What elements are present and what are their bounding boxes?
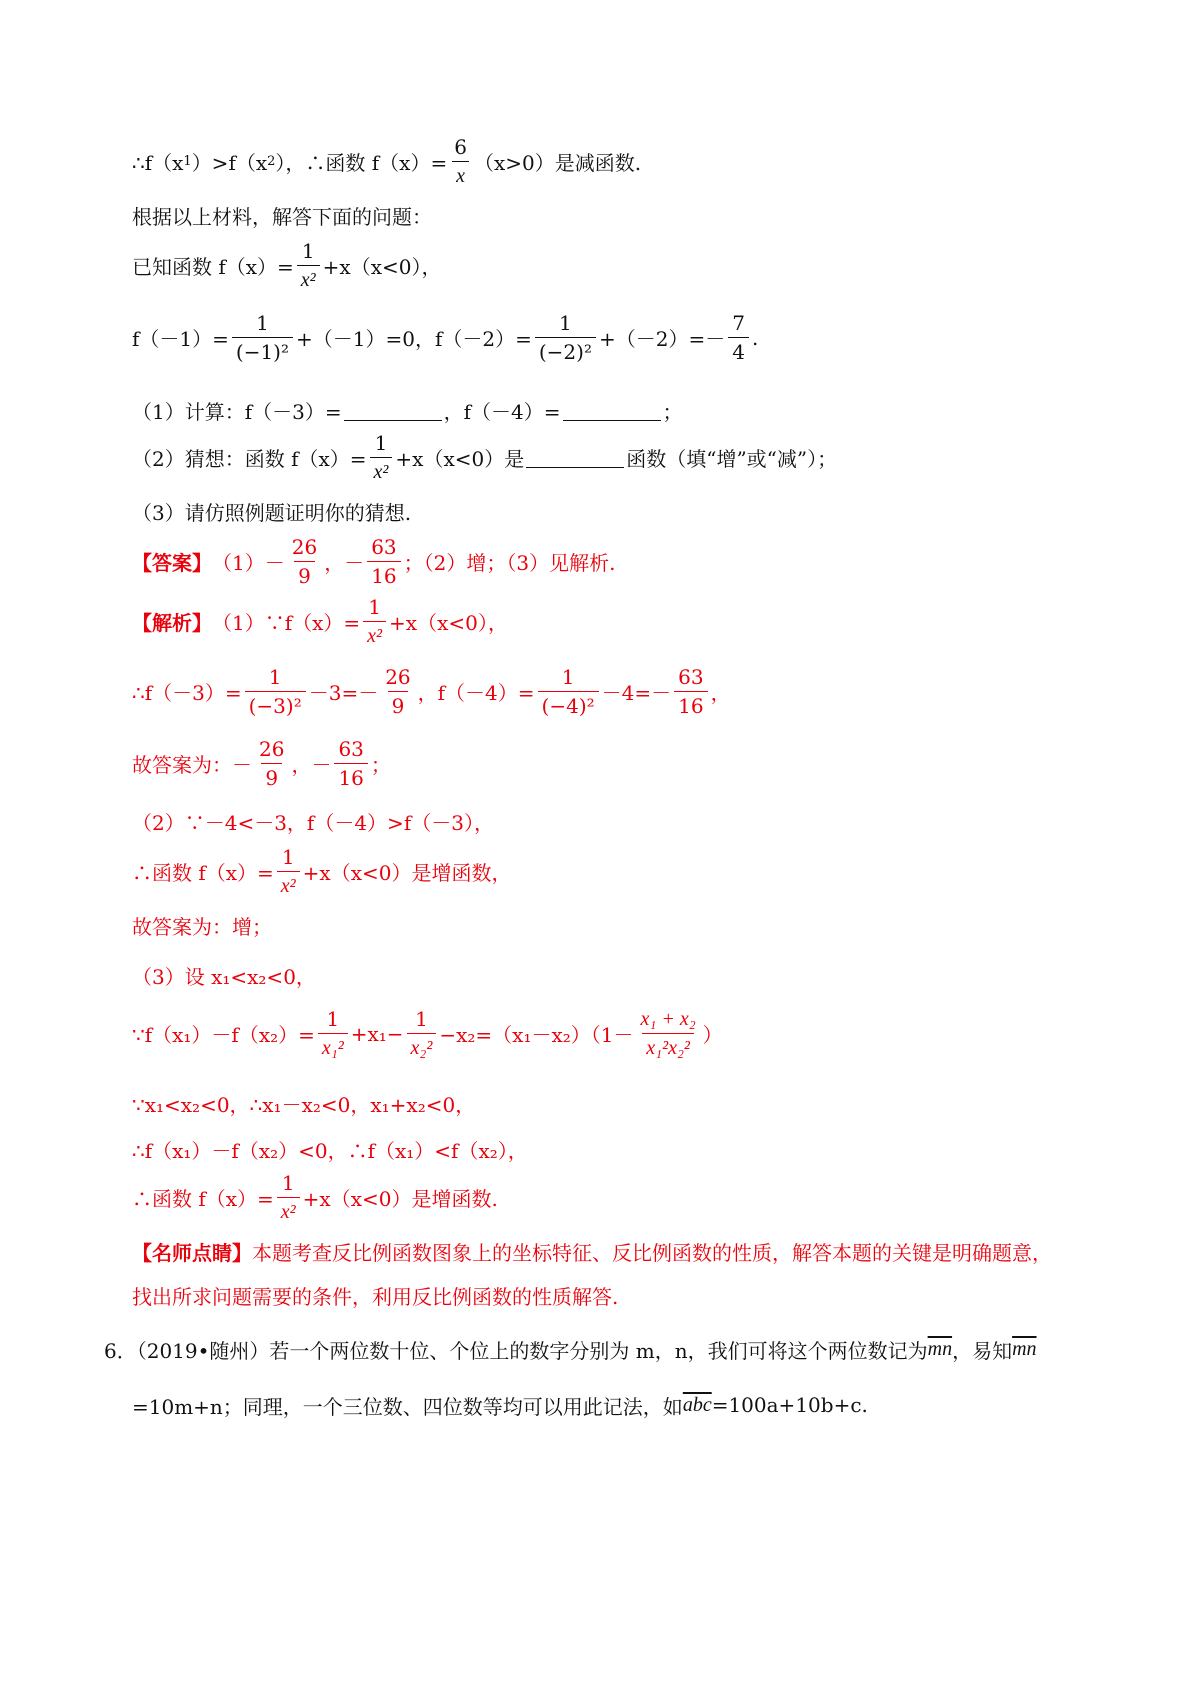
text: f（－1）= — [132, 327, 229, 351]
text-line — [132, 312, 758, 363]
fraction: $\frac{1}{\text{x²}}$ — [277, 846, 300, 897]
text: ，－ — [324, 551, 365, 575]
analysis-line — [132, 846, 511, 897]
fraction: $\frac{1}{\text{(−4)²}}$ — [538, 666, 599, 717]
text: ∴函数 f（x）= — [132, 1187, 274, 1211]
text: －3=－ — [308, 681, 379, 705]
analysis-tag: 【解析】 — [132, 611, 212, 635]
text: +x（x<0）是增函数， — [302, 861, 512, 885]
text: ； — [662, 399, 683, 424]
text: ） — [702, 1023, 723, 1047]
fraction: $\frac{1}{\text{x²}}$ — [370, 432, 393, 483]
text: 找出所求问题需要的条件，利用反比例函数的性质解答. — [132, 1284, 619, 1309]
text: 函数（填“增”或“减”）； — [626, 447, 838, 471]
fraction: $\frac{26}{9}$ — [259, 737, 285, 790]
answer-tag: 【答案】 — [132, 551, 212, 575]
analysis-line — [132, 1172, 498, 1223]
text: ，f（－4）= — [417, 681, 535, 705]
fraction: $\frac{63}{16}$ — [674, 666, 707, 717]
answer-line — [132, 536, 615, 587]
overline-number: $\overline{mn}$ — [1012, 1337, 1037, 1360]
fraction: $\frac{1}{\text{x²}}$ — [297, 240, 320, 291]
text: +（－1）=0，f（－2）= — [296, 327, 532, 351]
text-line — [132, 496, 411, 526]
text: （1）计算：f（－3）= — [132, 399, 342, 424]
analysis-line — [132, 738, 391, 789]
overline-number: $\overline{mn}$ — [927, 1337, 953, 1360]
text: ∴f（x — [132, 151, 184, 175]
text: +x（x<0）是 — [395, 447, 525, 471]
question-line — [132, 1390, 868, 1420]
analysis-line — [132, 596, 508, 647]
fraction: $\frac{1}{\text{x²}}$ — [363, 596, 386, 647]
fraction: $\frac{1}{\text{(−1)²}}$ — [232, 312, 293, 363]
fraction: $\frac{26}{9}$ — [385, 665, 411, 718]
fraction: $\frac{1}{\text{x₁²}}$ — [318, 1008, 348, 1059]
text: =10m+n；同理，一个三位数、四位数等均可以用此记法，如 — [132, 1394, 683, 1419]
text: 6．（2019•随州）若一个两位数十位、个位上的数字分别为 m，n，我们可将这个两位数记为 — [104, 1338, 928, 1363]
text: ∴f（x₁）－f（x₂）<0，∴f（x₁）<f（x₂）， — [132, 1138, 528, 1163]
tip-line — [132, 1280, 618, 1310]
text: －4=－ — [601, 681, 672, 705]
text: 故答案为：－ — [132, 753, 252, 777]
text: =100a+10b+c. — [711, 1393, 868, 1417]
answer-blank[interactable] — [563, 400, 661, 421]
fraction: $\frac{\text{x₁ + x₂}}{\text{x₁²x₂²}}$ — [640, 1008, 696, 1059]
text-line — [132, 432, 837, 483]
tip-tag: 【名师点睛】 — [132, 1240, 252, 1265]
text: 本题考查反比例函数图象上的坐标特征、反比例函数的性质，解答本题的关键是明确题意， — [252, 1240, 1052, 1265]
fraction: $\frac{7}{4}$ — [728, 312, 749, 363]
text: ； — [370, 753, 391, 777]
fraction: $\frac{1}{\text{x²}}$ — [277, 1172, 300, 1223]
tip-line — [132, 1236, 1052, 1266]
text: （2）猜想：函数 f（x）= — [132, 447, 367, 471]
fraction: $\frac{63}{16}$ — [367, 536, 400, 587]
text: 已知函数 f（x）= — [132, 255, 294, 279]
analysis-line — [132, 1134, 528, 1164]
text: （x>0）是减函数. — [473, 151, 642, 175]
text: ， — [710, 681, 731, 705]
analysis-line — [132, 960, 316, 990]
text: +x（x<0）， — [389, 611, 508, 635]
text: +x（x<0）是增函数. — [302, 1187, 498, 1211]
text: （2）∵－4<－3，f（－4）>f（－3）， — [132, 810, 494, 835]
text-line — [132, 395, 683, 425]
analysis-line — [132, 1088, 475, 1118]
subscript: 1 — [183, 154, 192, 169]
text-line — [132, 200, 432, 230]
analysis-line — [132, 1008, 723, 1059]
text: ∴f（－3）= — [132, 681, 242, 705]
fraction: $\frac{1}{\text{(−2)²}}$ — [535, 312, 596, 363]
analysis-line — [132, 910, 272, 940]
text: （1）∵f（x）= — [212, 611, 361, 635]
text: ∵x₁<x₂<0，∴x₁－x₂<0，x₁+x₂<0， — [132, 1092, 476, 1117]
text: ∵f（x₁）－f（x₂）= — [132, 1023, 315, 1047]
text: ；（2）增；（3）见解析. — [403, 551, 616, 575]
fraction: $\frac{1}{\text{x₂²}}$ — [407, 1008, 437, 1059]
text: 根据以上材料，解答下面的问题： — [132, 204, 432, 229]
fraction: $\frac{26}{9}$ — [291, 535, 318, 588]
text: +x₁− — [350, 1021, 404, 1046]
subscript: 2 — [267, 154, 276, 169]
answer-blank[interactable] — [344, 400, 442, 421]
text: ）>f（x — [191, 151, 268, 175]
text: +x（x<0）， — [322, 255, 442, 279]
text: . — [751, 325, 759, 350]
text-line — [132, 240, 441, 291]
text: 故答案为：增； — [132, 914, 272, 939]
text: ∴函数 f（x）= — [132, 861, 274, 885]
text: ，f（－4）= — [443, 399, 561, 424]
question-line — [104, 1334, 1037, 1364]
text: （3）请仿照例题证明你的猜想. — [132, 500, 412, 525]
answer-blank[interactable] — [526, 447, 624, 468]
text: ，易知 — [952, 1338, 1013, 1363]
text: −x₂=（x₁－x₂）（1－ — [439, 1023, 634, 1047]
text: ，－ — [291, 753, 332, 777]
fraction: $\frac{63}{16}$ — [334, 738, 367, 789]
overline-number: $\overline{abc}$ — [682, 1393, 712, 1416]
fraction: $\frac{6}{x}$ — [450, 136, 471, 187]
text: +（－2）=－ — [598, 327, 726, 351]
fraction: $\frac{1}{\text{(−3)²}}$ — [245, 666, 306, 717]
text: （1）－ — [212, 551, 285, 575]
text: （3）设 x₁<x₂<0， — [132, 964, 316, 989]
text-line — [132, 136, 641, 187]
analysis-line — [132, 666, 731, 717]
text: ），∴函数 f（x）= — [275, 151, 448, 175]
analysis-line — [132, 806, 494, 836]
